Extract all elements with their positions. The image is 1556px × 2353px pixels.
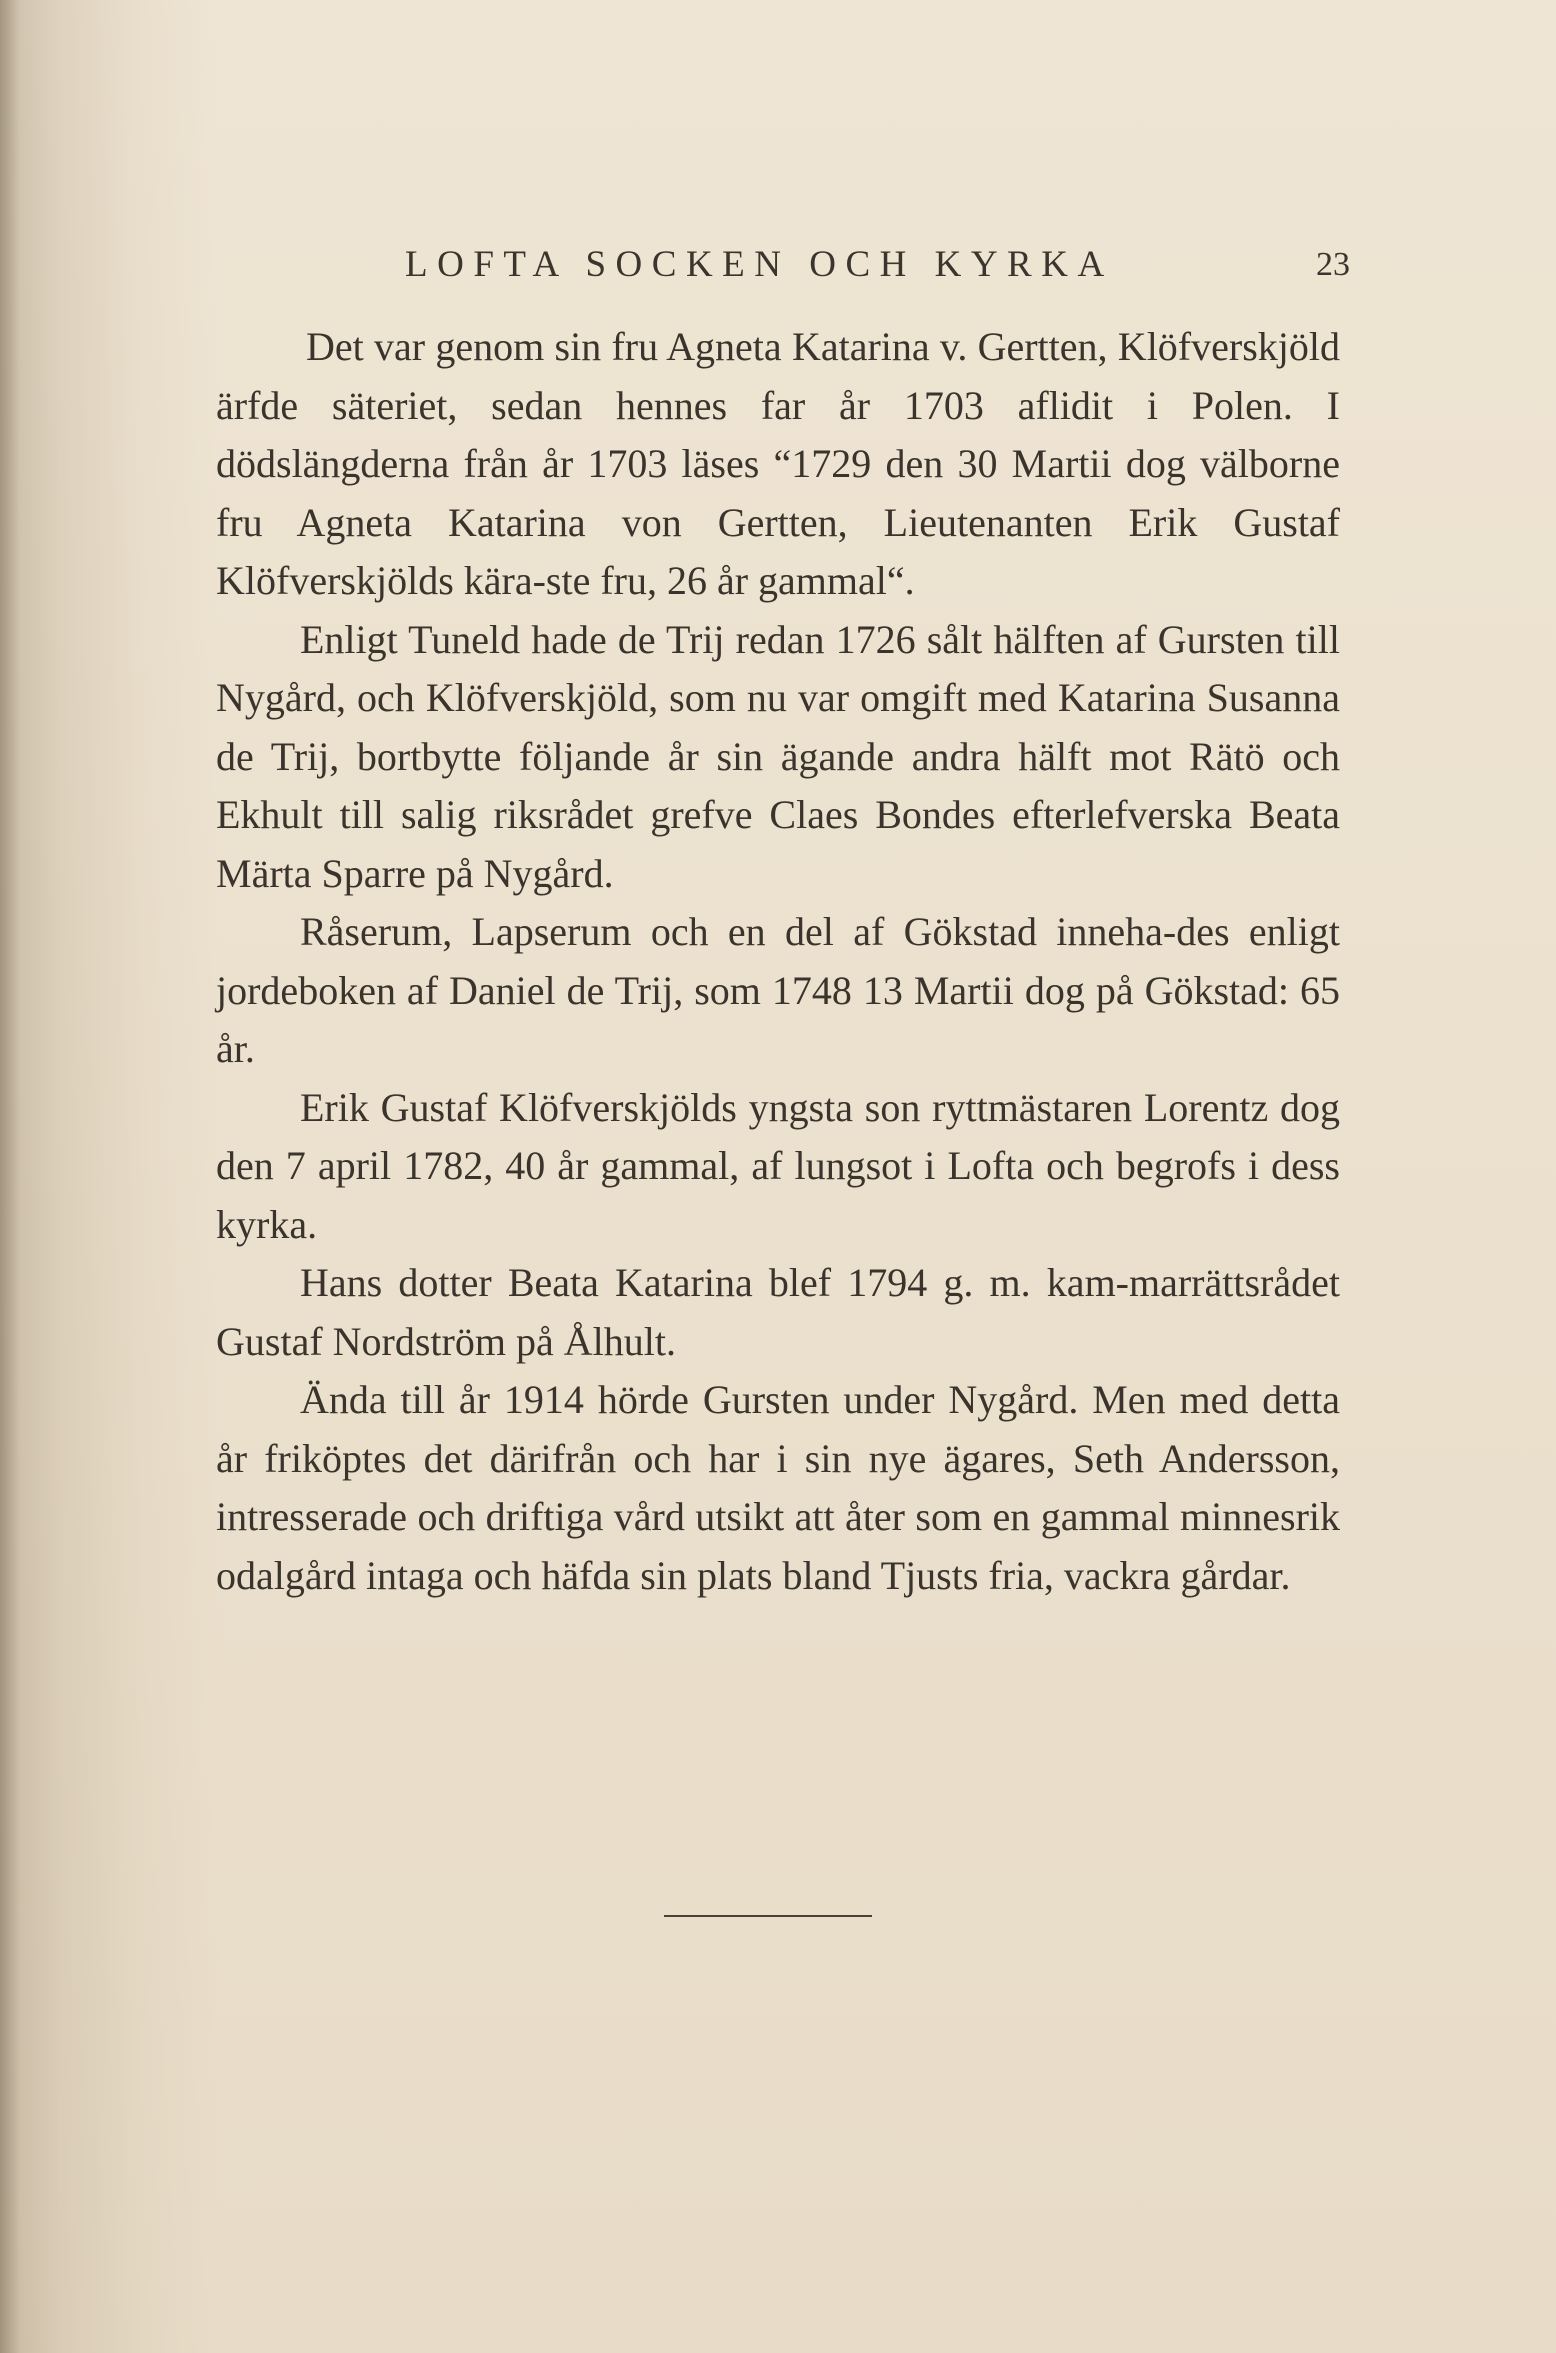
paragraph: Hans dotter Beata Katarina blef 1794 g. m. kam-marrättsrådet Gustaf Nordström på Ålhult.: [216, 1260, 1340, 1364]
page-number: 23: [1316, 246, 1350, 283]
paragraph: Erik Gustaf Klöfverskjölds yngsta son ryttmästaren Lorentz dog den 7 april 1782, 40 år gammal, af lungsot i Lofta och begrofs i dess kyrka.: [216, 1084, 1340, 1247]
page-header: [405, 240, 1350, 290]
paragraph: Råserum, Lapserum och en del af Gökstad inneha-des enligt jordeboken af Daniel de Trij, som 1748 13 Martii dog på Gökstad: 65 år.: [216, 909, 1340, 1071]
paragraph: Enligt Tuneld hade de Trij redan 1726 sålt hälften af Gursten till Nygård, och Klöfverskjöld, som nu var omgift med Katarina Susanna de Trij, bortbytte följande år sin ägande andra hälft mot Rätö och Ekhult till salig riksrådet grefve Claes Bondes efterlefverska Beata Märta Sparre på Nygård.: [216, 616, 1340, 896]
section-end-rule: [664, 1915, 872, 1917]
paragraph: Det var genom sin fru Agneta Katarina v. Gertten, Klöfverskjöld ärfde säteriet, sedan hennes far år 1703 aflidit i Polen. I dödslängderna från år 1703 läses “1729 den 30 Martii dog välborne fru Agneta Katarina von Gertten, Lieutenanten Erik Gustaf Klöfverskjölds kära-ste fru, 26 år gammal“.: [216, 324, 1340, 603]
body-text: [216, 318, 1340, 1605]
paragraph: Ända till år 1914 hörde Gursten under Nygård. Men med detta år friköptes det därifrån och har i sin nye ägares, Seth Andersson, intresserade och driftiga vård utsikt att åter som en gammal minnesrik odalgård intaga och häfda sin plats bland Tjusts fria, vackra gårdar.: [216, 1377, 1340, 1598]
running-title: LOFTA SOCKEN OCH KYRKA: [405, 244, 1114, 285]
gutter-shadow: [0, 0, 20, 2353]
